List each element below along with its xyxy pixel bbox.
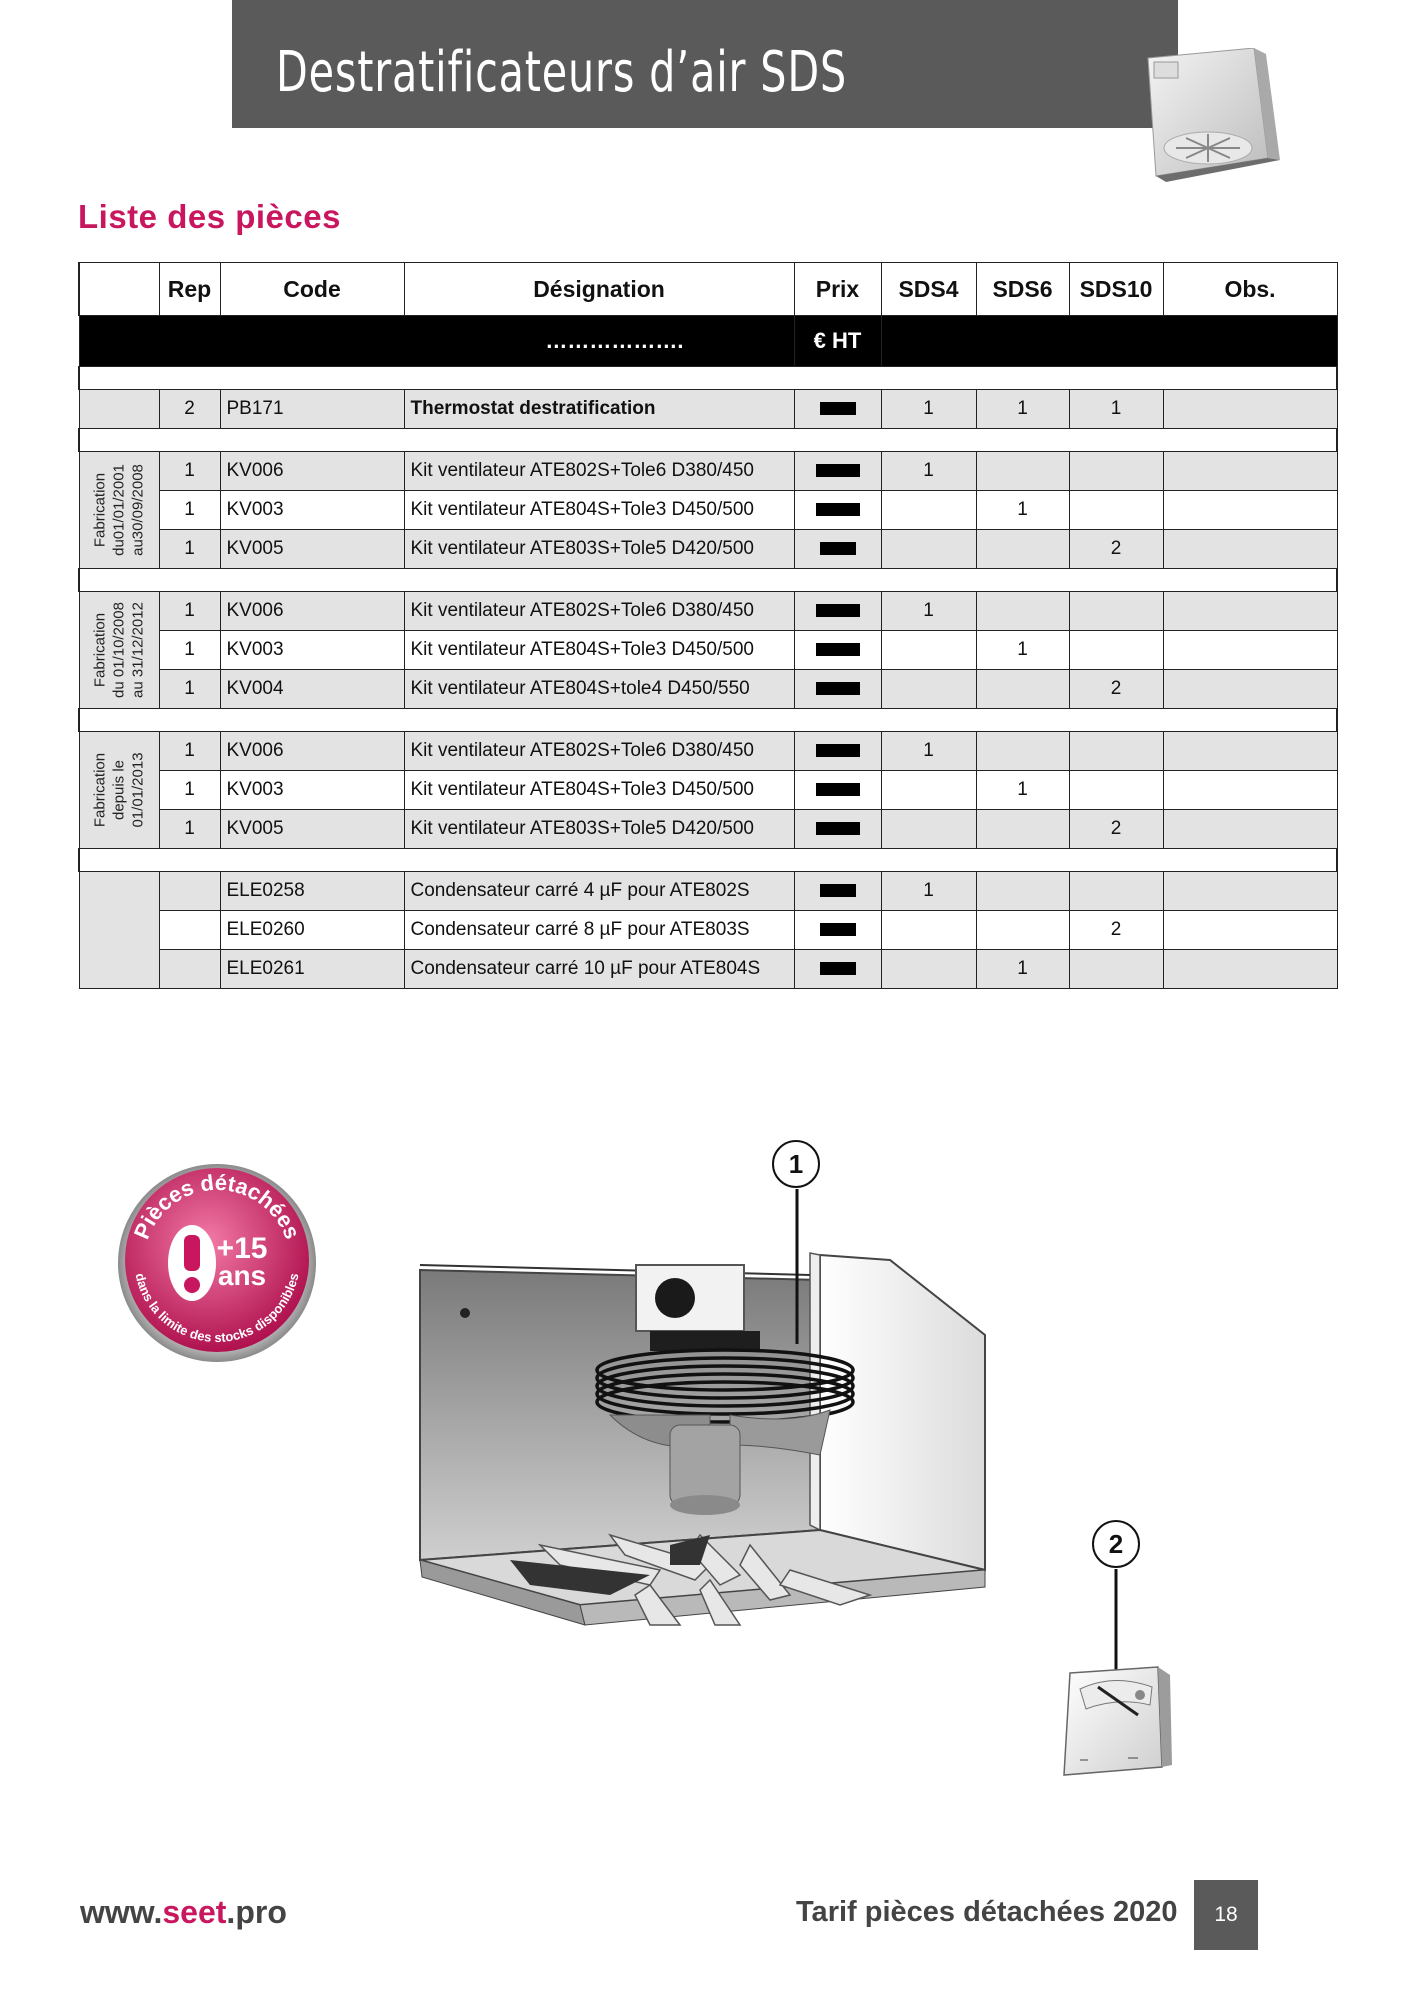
cell-rep: 1 xyxy=(159,810,220,849)
cell-sds10: 2 xyxy=(1069,670,1163,709)
cell-code: KV003 xyxy=(220,771,404,810)
cell-code: KV003 xyxy=(220,631,404,670)
cell-code: KV003 xyxy=(220,491,404,530)
cell-designation: Kit ventilateur ATE803S+Tole5 D420/500 xyxy=(404,530,794,569)
cell-designation: Condensateur carré 4 µF pour ATE802S xyxy=(404,872,794,911)
banner-blank xyxy=(881,316,1337,367)
price-redacted xyxy=(794,911,881,950)
col-header-sds4: SDS4 xyxy=(881,263,976,316)
cell-code: KV004 xyxy=(220,670,404,709)
price-redacted xyxy=(794,452,881,491)
cell-rep xyxy=(159,911,220,950)
page-title: Destratificateurs d’air SDS xyxy=(276,40,848,105)
cell-rep xyxy=(159,950,220,989)
spacer-row xyxy=(79,367,1337,390)
cell-obs xyxy=(1163,592,1337,631)
price-redacted xyxy=(794,872,881,911)
cell-code: PB171 xyxy=(220,390,404,429)
cell-obs xyxy=(1163,631,1337,670)
cell-sds6 xyxy=(976,872,1069,911)
cell-code: KV005 xyxy=(220,530,404,569)
cell-obs xyxy=(1163,810,1337,849)
cell-sds10 xyxy=(1069,950,1163,989)
col-header-sds6: SDS6 xyxy=(976,263,1069,316)
cell-sds10 xyxy=(1069,452,1163,491)
cell-code: KV005 xyxy=(220,810,404,849)
cell-obs xyxy=(1163,732,1337,771)
cell-obs xyxy=(1163,491,1337,530)
price-redacted xyxy=(794,390,881,429)
price-redacted xyxy=(794,810,881,849)
price-banner-row xyxy=(79,316,1337,367)
svg-text:ans: ans xyxy=(217,1260,267,1291)
callout-2: 2 xyxy=(1092,1520,1140,1568)
svg-text:dans la limite des stocks disp: dans la limite des stocks disponibles xyxy=(132,1271,302,1346)
cell-rep: 1 xyxy=(159,530,220,569)
callout-1: 1 xyxy=(772,1140,820,1188)
cell-sds4: 1 xyxy=(881,872,976,911)
cell-designation: Condensateur carré 8 µF pour ATE803S xyxy=(404,911,794,950)
header-band xyxy=(232,0,1178,128)
col-header-sds10: SDS10 xyxy=(1069,263,1163,316)
svg-text:Pièces détachées: Pièces détachées xyxy=(128,1169,306,1243)
price-redacted xyxy=(794,950,881,989)
cell-sds4 xyxy=(881,491,976,530)
group-label: Fabrication du01/01/2001 au30/09/2008 xyxy=(79,452,159,569)
cell-sds6 xyxy=(976,670,1069,709)
cell-sds6 xyxy=(976,732,1069,771)
cell-sds10: 2 xyxy=(1069,530,1163,569)
banner-price-unit: € HT xyxy=(794,316,881,367)
table-row xyxy=(79,390,1337,429)
price-redacted xyxy=(794,670,881,709)
table-row xyxy=(79,872,1337,911)
footer-website-link[interactable]: www.seet.pro xyxy=(80,1894,287,1930)
cell-code: KV006 xyxy=(220,452,404,491)
parts-table xyxy=(78,262,1338,989)
cell-obs xyxy=(1163,950,1337,989)
cell-designation: Kit ventilateur ATE804S+Tole3 D450/500 xyxy=(404,771,794,810)
cell-sds10 xyxy=(1069,592,1163,631)
cell-sds10 xyxy=(1069,872,1163,911)
table-row xyxy=(79,950,1337,989)
cell-rep: 1 xyxy=(159,592,220,631)
cell-designation: Kit ventilateur ATE802S+Tole6 D380/450 xyxy=(404,592,794,631)
cell-sds10: 1 xyxy=(1069,390,1163,429)
cell-obs xyxy=(1163,911,1337,950)
spacer-row xyxy=(79,849,1337,872)
table-row xyxy=(79,631,1337,670)
table-row xyxy=(79,732,1337,771)
cell-sds6: 1 xyxy=(976,491,1069,530)
spacer-row xyxy=(79,569,1337,592)
cell-rep: 2 xyxy=(159,390,220,429)
cell-obs xyxy=(1163,771,1337,810)
col-header-designation: Désignation xyxy=(404,263,794,316)
cell-rep xyxy=(159,872,220,911)
col-header-rep: Rep xyxy=(159,263,220,316)
cell-designation: Kit ventilateur ATE804S+tole4 D450/550 xyxy=(404,670,794,709)
cell-sds4 xyxy=(881,631,976,670)
group-label: Fabrication depuis le 01/01/2013 xyxy=(79,732,159,849)
cell-sds6: 1 xyxy=(976,950,1069,989)
cell-sds6: 1 xyxy=(976,631,1069,670)
page-number: 18 xyxy=(1194,1880,1258,1950)
cell-rep: 1 xyxy=(159,771,220,810)
cell-rep: 1 xyxy=(159,452,220,491)
cell-designation: Kit ventilateur ATE802S+Tole6 D380/450 xyxy=(404,732,794,771)
cell-designation: Kit ventilateur ATE803S+Tole5 D420/500 xyxy=(404,810,794,849)
col-header-prix: Prix xyxy=(794,263,881,316)
table-row xyxy=(79,810,1337,849)
cell-sds4: 1 xyxy=(881,732,976,771)
cell-obs xyxy=(1163,670,1337,709)
cell-sds10 xyxy=(1069,732,1163,771)
cell-sds6: 1 xyxy=(976,771,1069,810)
table-row xyxy=(79,592,1337,631)
section-title: Liste des pièces xyxy=(78,198,341,235)
spacer-row xyxy=(79,709,1337,732)
cell-designation: Kit ventilateur ATE804S+Tole3 D450/500 xyxy=(404,631,794,670)
cell-code: ELE0258 xyxy=(220,872,404,911)
cell-designation: Thermostat destratification xyxy=(404,390,794,429)
cell-sds6 xyxy=(976,452,1069,491)
cell-obs xyxy=(1163,530,1337,569)
cell-code: KV006 xyxy=(220,732,404,771)
cell-sds6 xyxy=(976,810,1069,849)
table-header-row xyxy=(79,263,1337,316)
cell-sds4 xyxy=(881,670,976,709)
cell-obs xyxy=(1163,872,1337,911)
cell-rep: 1 xyxy=(159,631,220,670)
price-redacted xyxy=(794,491,881,530)
table-row xyxy=(79,670,1337,709)
table-row xyxy=(79,911,1337,950)
cell-sds6 xyxy=(976,911,1069,950)
cell-rep: 1 xyxy=(159,732,220,771)
cell-sds10 xyxy=(1069,771,1163,810)
cell-sds4: 1 xyxy=(881,452,976,491)
price-redacted xyxy=(794,631,881,670)
cell-obs xyxy=(1163,390,1337,429)
price-redacted xyxy=(794,771,881,810)
cell-sds4 xyxy=(881,950,976,989)
cell-designation: Kit ventilateur ATE802S+Tole6 D380/450 xyxy=(404,452,794,491)
cell-rep: 1 xyxy=(159,670,220,709)
cell-sds4 xyxy=(881,771,976,810)
cell-sds6 xyxy=(976,530,1069,569)
destratifier-photo xyxy=(1136,48,1288,182)
cell-code: ELE0260 xyxy=(220,911,404,950)
col-header-obs: Obs. xyxy=(1163,263,1337,316)
callout-1-leader-line xyxy=(795,1189,799,1344)
group-label: Fabrication du 01/10/2008 au 31/12/2012 xyxy=(79,592,159,709)
cell-obs xyxy=(1163,452,1337,491)
cell-sds4: 1 xyxy=(881,390,976,429)
thermostat-illustration xyxy=(1058,1665,1200,1777)
spacer-row xyxy=(79,429,1337,452)
header-blank xyxy=(79,263,159,316)
table-row xyxy=(79,530,1337,569)
cell-sds4 xyxy=(881,810,976,849)
table-row xyxy=(79,491,1337,530)
price-redacted xyxy=(794,530,881,569)
banner-dots: ………………. xyxy=(79,316,794,367)
cell-sds10: 2 xyxy=(1069,911,1163,950)
cell-sds10: 2 xyxy=(1069,810,1163,849)
cell-code: ELE0261 xyxy=(220,950,404,989)
cell-sds4: 1 xyxy=(881,592,976,631)
cell-sds10 xyxy=(1069,491,1163,530)
cell-sds4 xyxy=(881,530,976,569)
price-redacted xyxy=(794,732,881,771)
cell-sds6 xyxy=(976,592,1069,631)
destratifier-illustration xyxy=(410,1125,1210,1745)
cell-sds10 xyxy=(1069,631,1163,670)
col-header-code: Code xyxy=(220,263,404,316)
cell-sds4 xyxy=(881,911,976,950)
footer-title: Tarif pièces détachées 2020 xyxy=(796,1896,1178,1928)
table-row xyxy=(79,452,1337,491)
cell-code: KV006 xyxy=(220,592,404,631)
spare-parts-badge xyxy=(112,1155,322,1365)
cell-rep: 1 xyxy=(159,491,220,530)
svg-text:+15: +15 xyxy=(216,1232,268,1265)
table-row xyxy=(79,771,1337,810)
group-label-empty xyxy=(79,872,159,989)
cell-designation: Condensateur carré 10 µF pour ATE804S xyxy=(404,950,794,989)
cell-designation: Kit ventilateur ATE804S+Tole3 D450/500 xyxy=(404,491,794,530)
cell-sds6: 1 xyxy=(976,390,1069,429)
price-redacted xyxy=(794,592,881,631)
callout-2-leader-line xyxy=(1114,1569,1118,1675)
